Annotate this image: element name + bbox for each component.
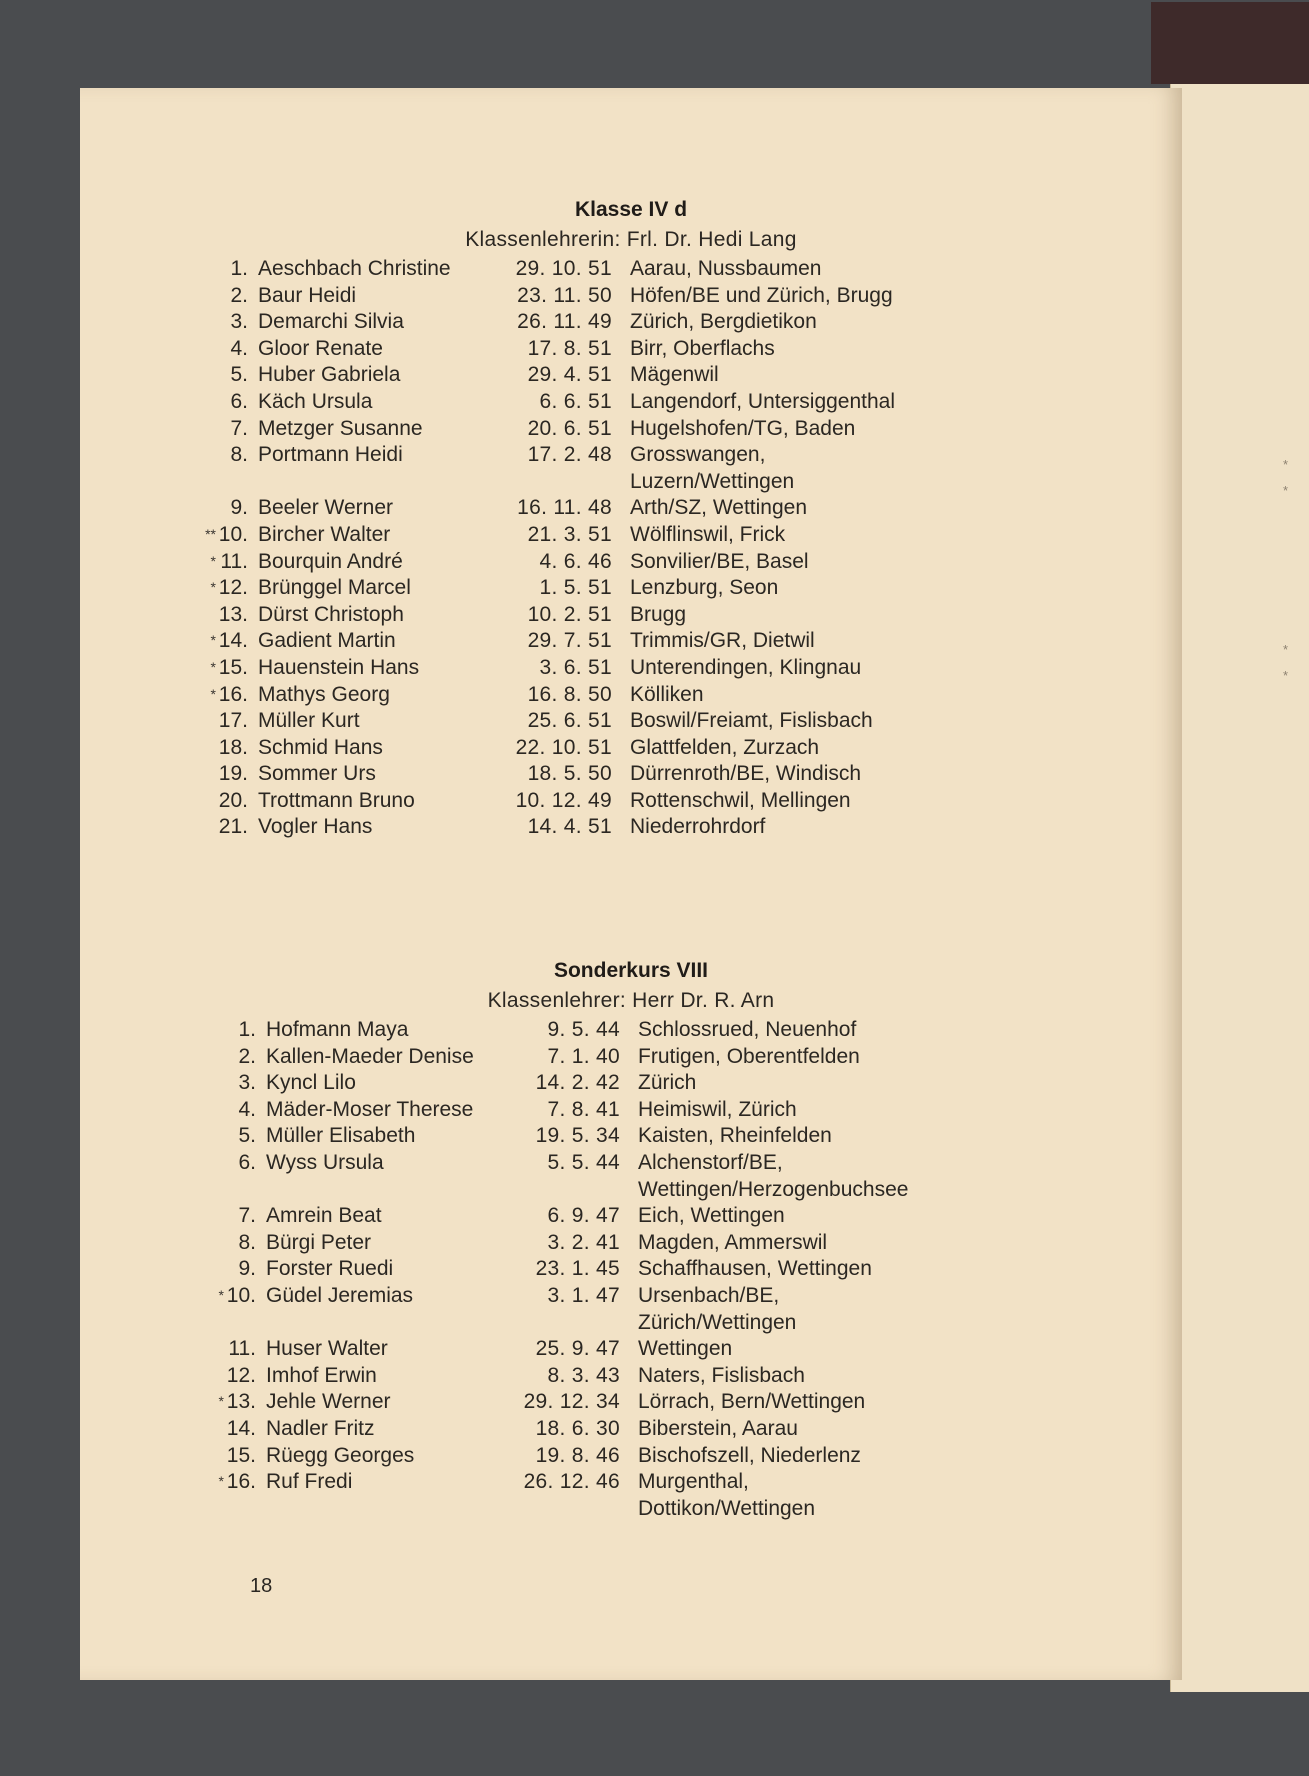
birth-date: 17. 2. 48 (527, 443, 612, 467)
page-number: 18 (250, 1575, 273, 1597)
student-name: Huser Walter (266, 1337, 388, 1361)
student-row-continuation (228, 1496, 1148, 1523)
hometown-place: Trimmis/GR, Dietwil (630, 629, 815, 653)
row-marker: * (218, 1393, 224, 1410)
row-number: 9. (238, 1257, 256, 1281)
student-name: Bircher Walter (258, 522, 391, 546)
row-number: 12. (226, 1363, 256, 1387)
hometown-place-continued: Zürich/Wettingen (638, 1310, 797, 1334)
student-row (228, 1150, 1148, 1177)
row-number: 6. (238, 1150, 256, 1174)
student-row (210, 628, 1140, 655)
row-number: 21. (218, 815, 248, 839)
student-row (205, 522, 1140, 549)
student-name: Gloor Renate (258, 336, 383, 360)
birth-date: 9. 5. 44 (547, 1018, 620, 1041)
row-number: 14. (218, 629, 248, 653)
student-row (220, 336, 1140, 363)
row-marker: * (210, 632, 216, 649)
row-number: 18. (218, 735, 248, 759)
student-name: Nadler Fritz (266, 1416, 375, 1440)
birth-date: 25. 6. 51 (527, 709, 612, 733)
student-name: Jehle Werner (266, 1390, 391, 1414)
student-name: Brünggel Marcel (258, 576, 411, 600)
row-number: 10. (226, 1283, 256, 1307)
student-name: Trottmann Bruno (258, 788, 415, 812)
row-number: 1. (238, 1018, 256, 1041)
student-row (220, 602, 1140, 629)
birth-date: 19. 8. 46 (535, 1443, 620, 1467)
row-number: 13. (226, 1390, 256, 1414)
row-number: 5. (238, 1124, 256, 1148)
hometown-place: Boswil/Freiamt, Fislisbach (630, 709, 873, 733)
hometown-place: Aarau, Nussbaumen (630, 257, 822, 280)
student-name: Bourquin André (258, 549, 403, 573)
birth-date: 29. 4. 51 (527, 363, 612, 387)
student-row (228, 1363, 1148, 1390)
hometown-place: Magden, Ammerswil (638, 1230, 828, 1254)
student-row (210, 682, 1140, 709)
hometown-place: Brugg (630, 602, 687, 626)
hometown-place: Dürrenroth/BE, Windisch (630, 762, 862, 786)
student-name: Metzger Susanne (258, 416, 423, 440)
row-marker: * (218, 1286, 224, 1303)
hometown-place: Ursenbach/BE, (638, 1283, 780, 1307)
student-name: Ruf Fredi (266, 1470, 353, 1494)
student-row (220, 495, 1140, 522)
birth-date: 23. 1. 45 (535, 1257, 620, 1281)
student-name: Schmid Hans (258, 735, 383, 759)
row-number: 13. (218, 602, 248, 626)
hometown-place: Wettingen (638, 1337, 733, 1361)
student-row-continuation (228, 1177, 1148, 1204)
birth-date: 7. 1. 40 (547, 1044, 620, 1068)
student-list-sonderkurs-viii (218, 1017, 1148, 1522)
birth-date: 29. 10. 51 (515, 257, 612, 280)
student-name: Wyss Ursula (266, 1150, 384, 1174)
student-name: Vogler Hans (258, 815, 373, 839)
hometown-place: Naters, Fislisbach (638, 1363, 805, 1387)
student-name: Baur Heidi (258, 283, 357, 307)
document-page (80, 88, 1182, 1680)
hometown-place: Hugelshofen/TG, Baden (630, 416, 856, 440)
row-marker: * (210, 552, 216, 569)
student-row (220, 788, 1140, 815)
hometown-place: Kölliken (630, 682, 704, 706)
birth-date: 3. 6. 51 (539, 655, 612, 679)
hometown-place: Schaffhausen, Wettingen (638, 1257, 872, 1281)
facing-page-asterisks: * * (1283, 457, 1289, 498)
row-marker: * (210, 658, 216, 675)
birth-date: 22. 10. 51 (515, 735, 612, 759)
student-row-continuation (220, 469, 1140, 496)
student-row (220, 814, 1140, 841)
birth-date: 17. 8. 51 (527, 336, 612, 360)
student-name: Amrein Beat (266, 1204, 382, 1228)
row-number: 9. (230, 496, 248, 520)
student-list-klasse-ivd (205, 256, 1140, 841)
student-row (220, 761, 1140, 788)
birth-date: 26. 11. 49 (517, 310, 612, 334)
birth-date: 3. 2. 41 (547, 1230, 620, 1254)
hometown-place: Zürich, Bergdietikon (630, 310, 817, 334)
student-row (228, 1416, 1148, 1443)
row-number: 15. (226, 1443, 256, 1467)
birth-date: 25. 9. 47 (535, 1337, 620, 1361)
row-number: 11. (220, 549, 248, 573)
birth-date: 14. 4. 51 (527, 815, 612, 839)
student-row (220, 283, 1140, 310)
student-row (220, 256, 1140, 283)
student-row (220, 389, 1140, 416)
student-name: Kyncl Lilo (266, 1071, 356, 1095)
section-teacher-sonderkurs-viii: Klassenlehrer: Herr Dr. R. Arn (487, 989, 775, 1012)
student-name: Mathys Georg (258, 682, 390, 706)
student-row (220, 708, 1140, 735)
hometown-place: Grosswangen, (630, 443, 766, 467)
birth-date: 18. 6. 30 (535, 1416, 620, 1440)
row-number: 7. (230, 416, 248, 440)
hometown-place: Lenzburg, Seon (630, 576, 779, 600)
hometown-place: Bischofszell, Niederlenz (638, 1443, 861, 1467)
student-row (228, 1070, 1148, 1097)
birth-date: 19. 5. 34 (535, 1124, 620, 1148)
student-name: Müller Kurt (258, 709, 360, 733)
hometown-place: Rottenschwil, Mellingen (630, 788, 851, 812)
student-row (228, 1017, 1148, 1044)
hometown-place: Birr, Oberflachs (630, 336, 775, 360)
section-teacher-klasse-ivd: Klassenlehrerin: Frl. Dr. Hedi Lang (465, 228, 797, 251)
row-number: 4. (230, 336, 248, 360)
hometown-place: Lörrach, Bern/Wettingen (638, 1390, 866, 1414)
student-row (228, 1203, 1148, 1230)
student-name: Sommer Urs (258, 762, 376, 786)
birth-date: 10. 2. 51 (527, 602, 612, 626)
hometown-place: Mägenwil (630, 363, 719, 387)
birth-date: 14. 2. 42 (535, 1071, 620, 1095)
hometown-place: Arth/SZ, Wettingen (630, 496, 808, 520)
student-row (228, 1336, 1148, 1363)
birth-date: 29. 7. 51 (527, 629, 612, 653)
row-marker: ** (205, 525, 216, 542)
student-row (210, 655, 1140, 682)
row-marker: * (210, 579, 216, 596)
birth-date: 6. 6. 51 (539, 389, 612, 413)
hometown-place: Biberstein, Aarau (638, 1416, 798, 1440)
row-number: 12. (218, 576, 248, 600)
student-row (220, 442, 1140, 469)
birth-date: 16. 11. 48 (517, 496, 612, 520)
student-name: Demarchi Silvia (258, 310, 404, 334)
row-marker: * (218, 1473, 224, 1490)
facing-page-asterisks: * * (1283, 642, 1289, 683)
row-number: 8. (230, 443, 248, 467)
hometown-place: Niederrohrdorf (630, 815, 766, 839)
student-row (220, 416, 1140, 443)
hometown-place-continued: Dottikon/Wettingen (638, 1496, 816, 1520)
birth-date: 29. 12. 34 (523, 1390, 620, 1414)
hometown-place: Zürich (638, 1071, 697, 1095)
row-number: 11. (228, 1337, 256, 1361)
birth-date: 16. 8. 50 (527, 682, 612, 706)
hometown-place: Frutigen, Oberentfelden (638, 1044, 860, 1068)
hometown-place: Eich, Wettingen (638, 1204, 785, 1228)
student-name: Kallen-Maeder Denise (266, 1044, 474, 1068)
student-row (228, 1256, 1148, 1283)
student-name: Käch Ursula (258, 389, 373, 413)
hometown-place-continued: Wettingen/Herzogenbuchsee (638, 1177, 909, 1201)
section-title-sonderkurs-viii: Sonderkurs VIII (553, 959, 709, 982)
row-number: 15. (218, 655, 248, 679)
student-name: Müller Elisabeth (266, 1124, 416, 1148)
book-cover-edge (1151, 2, 1309, 84)
student-row (220, 362, 1140, 389)
student-row (228, 1123, 1148, 1150)
student-name: Imhof Erwin (266, 1363, 377, 1387)
hometown-place: Sonvilier/BE, Basel (630, 549, 809, 573)
facing-page-edge (1170, 82, 1309, 1692)
row-number: 7. (238, 1204, 256, 1228)
student-row (228, 1230, 1148, 1257)
student-name: Forster Ruedi (266, 1257, 394, 1281)
row-number: 3. (230, 310, 248, 334)
row-number: 10. (218, 522, 248, 546)
row-number: 5. (230, 363, 248, 387)
birth-date: 6. 9. 47 (547, 1204, 620, 1228)
hometown-place-continued: Luzern/Wettingen (630, 469, 795, 493)
student-name: Rüegg Georges (266, 1443, 415, 1467)
birth-date: 3. 1. 47 (547, 1283, 620, 1307)
row-number: 20. (218, 788, 248, 812)
row-number: 3. (238, 1071, 256, 1095)
row-number: 16. (226, 1470, 256, 1494)
row-marker: * (210, 685, 216, 702)
student-row (228, 1097, 1148, 1124)
hometown-place: Heimiswil, Zürich (638, 1097, 797, 1121)
birth-date: 7. 8. 41 (547, 1097, 620, 1121)
student-name: Beeler Werner (258, 496, 394, 520)
birth-date: 8. 3. 43 (547, 1363, 620, 1387)
student-row (218, 1389, 1148, 1416)
student-row (228, 1443, 1148, 1470)
hometown-place: Langendorf, Untersiggenthal (630, 389, 896, 413)
row-number: 19. (218, 762, 248, 786)
row-number: 8. (238, 1230, 256, 1254)
birth-date: 18. 5. 50 (527, 762, 612, 786)
student-row (218, 1283, 1148, 1310)
student-row-continuation (228, 1310, 1148, 1337)
birth-date: 10. 12. 49 (515, 788, 612, 812)
birth-date: 4. 6. 46 (539, 549, 612, 573)
student-name: Mäder-Moser Therese (266, 1097, 474, 1121)
row-number: 6. (230, 389, 248, 413)
student-row (220, 309, 1140, 336)
student-name: Dürst Christoph (258, 602, 404, 626)
birth-date: 21. 3. 51 (527, 522, 612, 546)
row-number: 2. (238, 1044, 256, 1068)
row-number: 17. (218, 709, 248, 733)
student-row (210, 575, 1140, 602)
student-name: Hauenstein Hans (258, 655, 420, 679)
hometown-place: Wölflinswil, Frick (630, 522, 786, 546)
student-name: Hofmann Maya (266, 1018, 409, 1041)
hometown-place: Kaisten, Rheinfelden (638, 1124, 832, 1148)
birth-date: 23. 11. 50 (517, 283, 612, 307)
hometown-place: Schlossrued, Neuenhof (638, 1018, 857, 1041)
birth-date: 26. 12. 46 (523, 1470, 620, 1494)
hometown-place: Glattfelden, Zurzach (630, 735, 820, 759)
row-number: 1. (230, 257, 248, 280)
birth-date: 20. 6. 51 (527, 416, 612, 440)
student-name: Güdel Jeremias (266, 1283, 414, 1307)
student-name: Portmann Heidi (258, 443, 403, 467)
section-title-klasse-ivd: Klasse IV d (574, 198, 688, 221)
student-name: Gadient Martin (258, 629, 396, 653)
row-number: 14. (226, 1416, 256, 1440)
birth-date: 5. 5. 44 (547, 1150, 620, 1174)
student-row (228, 1044, 1148, 1071)
student-name: Aeschbach Christine (258, 257, 451, 280)
hometown-place: Murgenthal, (638, 1470, 749, 1494)
row-number: 4. (238, 1097, 256, 1121)
student-name: Huber Gabriela (258, 363, 401, 387)
hometown-place: Höfen/BE und Zürich, Brugg (630, 283, 893, 307)
birth-date: 1. 5. 51 (539, 576, 612, 600)
hometown-place: Alchenstorf/BE, (638, 1150, 783, 1174)
row-number: 2. (230, 283, 248, 307)
student-row (218, 1469, 1148, 1496)
hometown-place: Unterendingen, Klingnau (630, 655, 862, 679)
student-row (210, 549, 1140, 576)
student-name: Bürgi Peter (266, 1230, 372, 1254)
student-row (220, 735, 1140, 762)
row-number: 16. (218, 682, 248, 706)
